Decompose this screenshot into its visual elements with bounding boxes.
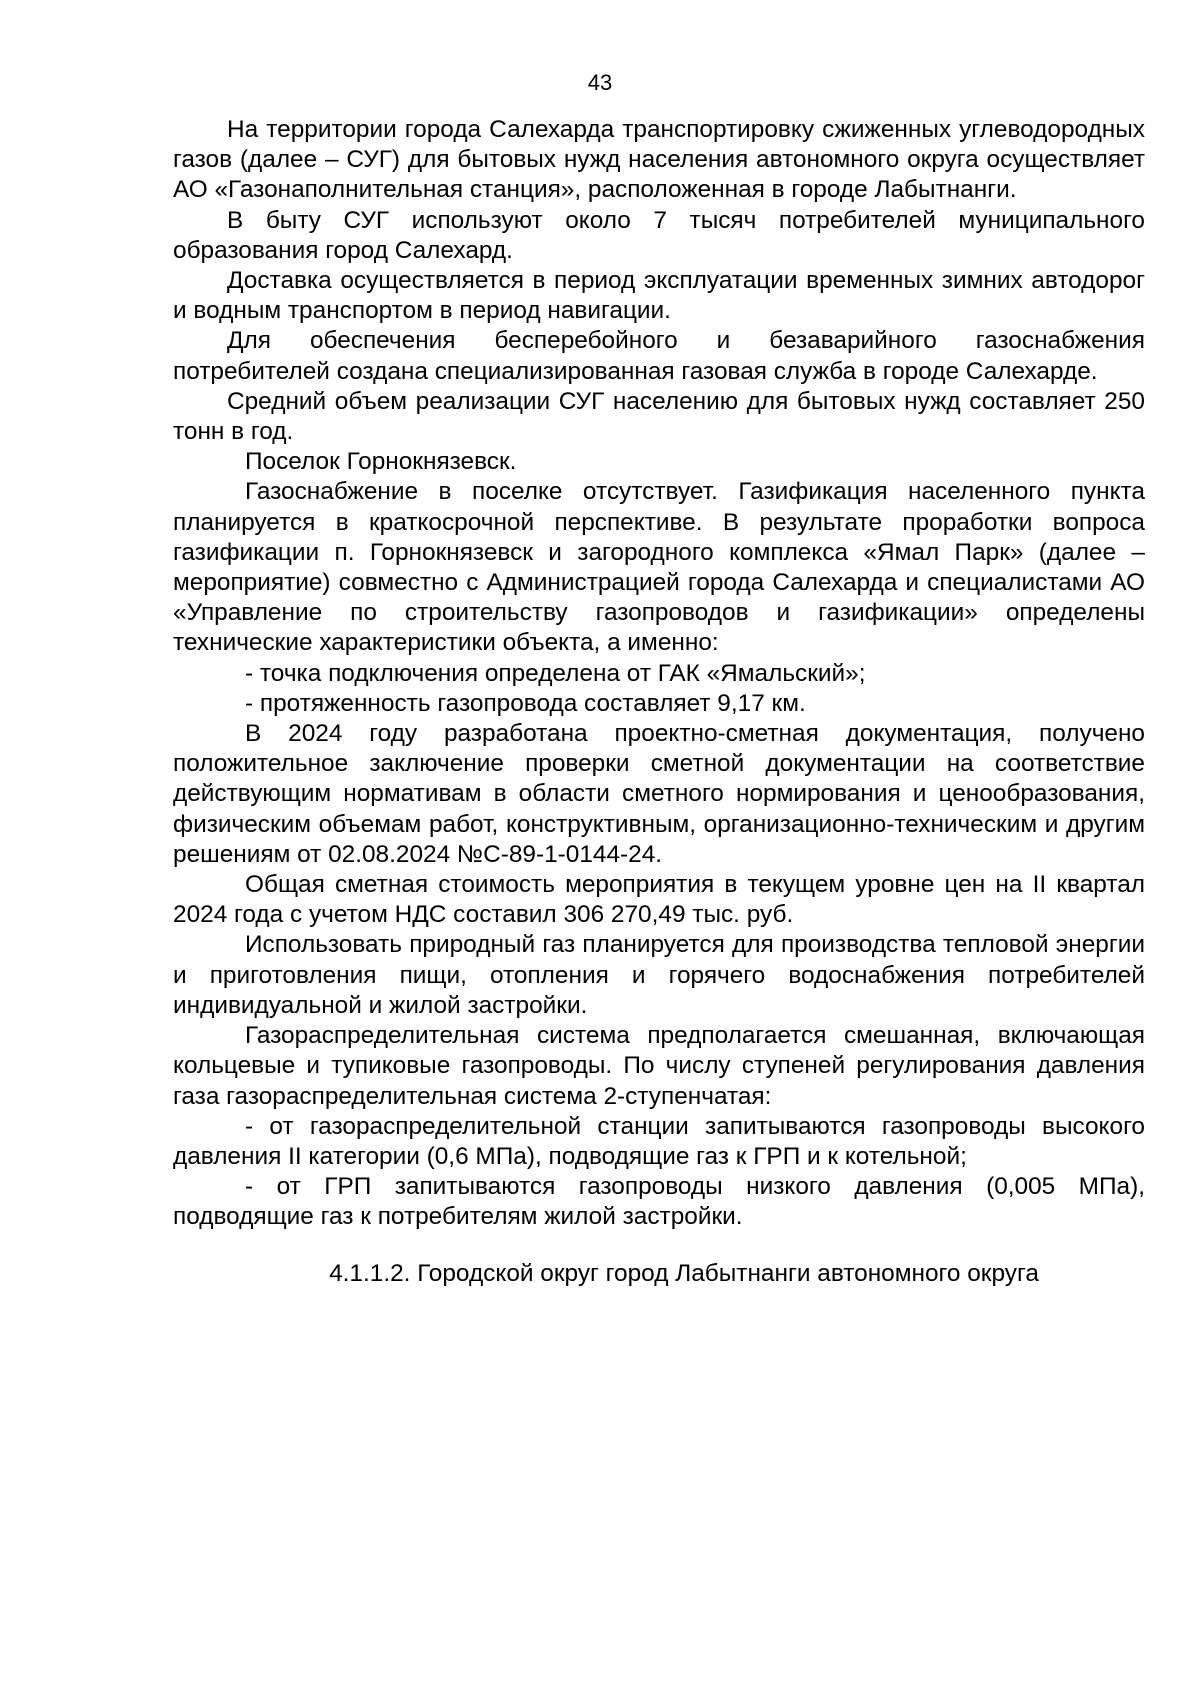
- paragraph-delivery: Доставка осуществляется в период эксплуатации временных зимних автодорог и водным транспортом в период навигации.: [173, 267, 1145, 325]
- list-item-high-pressure: - от газораспределительной станции запитываются газопроводы высокого давления II категории (0,6 МПа), подводящие газ к ГРП и к котельной;: [173, 1112, 1145, 1170]
- document-body: [173, 115, 1145, 1289]
- list-item-low-pressure: - от ГРП запитываются газопроводы низкого давления (0,005 МПа), подводящие газ к потребителям жилой застройки.: [173, 1173, 1145, 1231]
- paragraph-gas-service: Для обеспечения бесперебойного и безаварийного газоснабжения потребителей создана специализированная газовая служба в городе Салехарде.: [173, 327, 1145, 385]
- paragraph-sug-transport: На территории города Салехарда транспортировку сжиженных углеводородных газов (далее – СУГ) для бытовых нужд населения автономного округа осуществляет АО «Газонаполнительная станция», расположенная в городе Лабытнанги.: [173, 116, 1145, 204]
- section-heading: 4.1.1.2. Городской округ город Лабытнанги автономного округа: [329, 1259, 1039, 1287]
- paragraph-total-cost: Общая сметная стоимость мероприятия в текущем уровне цен на II квартал 2024 года с учетом НДС составил 306 270,49 тыс. руб.: [173, 871, 1145, 929]
- list-item-pipeline-length: - протяженность газопровода составляет 9,17 км.: [245, 689, 806, 717]
- list-item-connection-point: - точка подключения определена от ГАК «Ямальский»;: [245, 659, 866, 687]
- page-number: 43: [587, 70, 613, 95]
- paragraph-average-volume: Средний объем реализации СУГ населению для бытовых нужд составляет 250 тонн в год.: [173, 387, 1145, 446]
- paragraph-gasification-plan: Газоснабжение в поселке отсутствует. Газификация населенного пункта планируется в краткосрочной перспективе. В результате проработки вопроса газификации п. Горнокнязевск и загородного комплекса «Ямал Парк» (далее – мероприятие) совместно с Администрацией города Салехарда и специалистами АО «Управление по строительству газопроводов и газификации» определены технические характеристики объекта, а именно:: [173, 478, 1145, 657]
- paragraph-gas-usage: Использовать природный газ планируется для производства тепловой энергии и приготовления пищи, отопления и горячего водоснабжения потребителей индивидуальной и жилой застройки.: [173, 931, 1145, 1019]
- paragraph-settlement-title: Поселок Горнокнязевск.: [245, 448, 517, 476]
- paragraph-sug-consumers: В быту СУГ используют около 7 тысяч потребителей муниципального образования город Салехард.: [173, 206, 1145, 264]
- paragraph-documentation: В 2024 году разработана проектно-сметная документация, получено положительное заключение проверки сметной документации на соответствие действующим нормативам в области сметного нормирования и ценообразования, физическим объемам работ, конструктивным, организационно-техническим и другим решениям от 02.08.2024 №С-89-1-0144-24.: [173, 720, 1145, 868]
- paragraph-distribution-system: Газораспределительная система предполагается смешанная, включающая кольцевые и тупиковые газопроводы. По числу ступеней регулирования давления газа газораспределительная система 2-ступенчатая:: [173, 1022, 1145, 1110]
